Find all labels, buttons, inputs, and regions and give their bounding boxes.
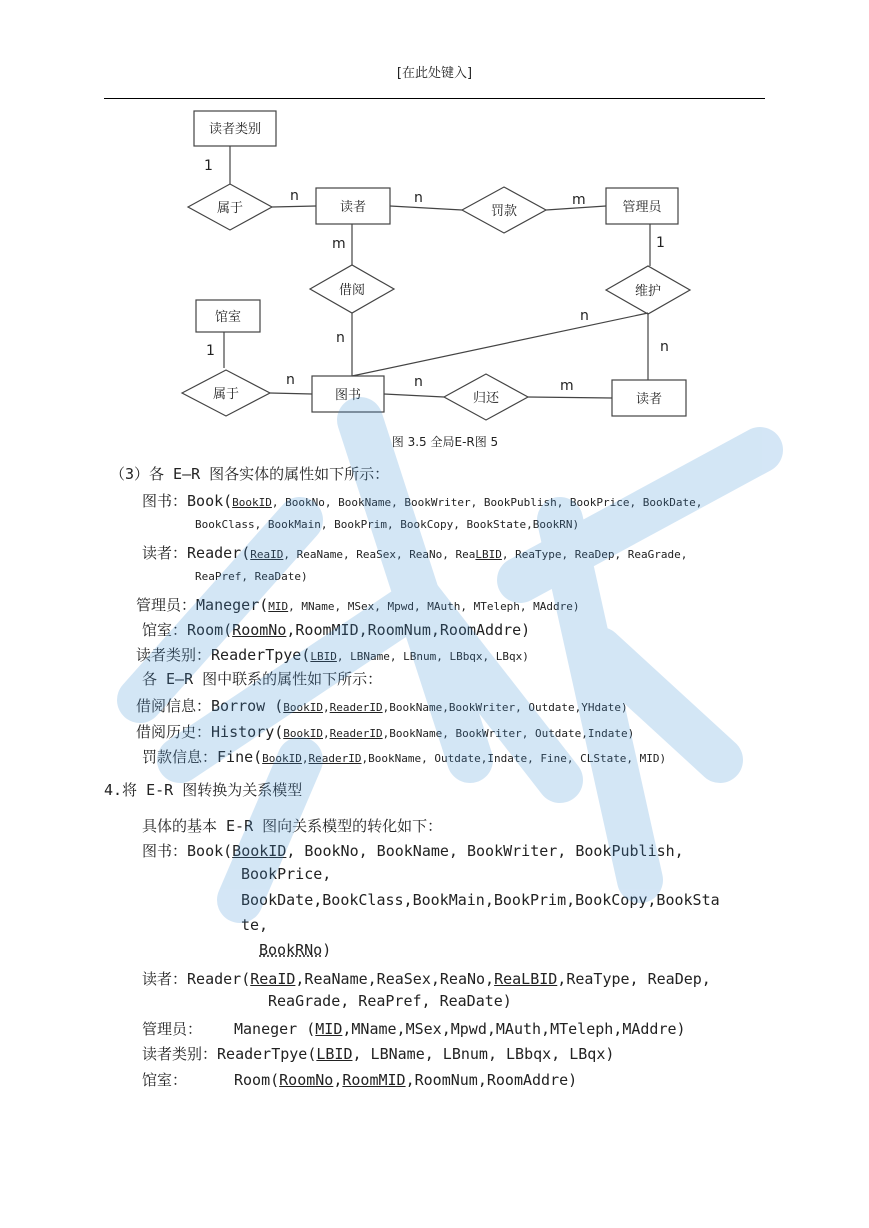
s4-book-line4: te, xyxy=(241,916,269,934)
rel-belongs-top-label: 属于 xyxy=(216,201,244,216)
s3-reader: 读者：Reader(ReaID, ReaName, ReaSex, ReaNo, ReaLBID, ReaType, ReaDep, ReaGrade, xyxy=(142,544,688,562)
s3-borrow: 借阅信息：Borrow (BookID,ReaderID,BookName,BookWriter, Outdate,YHdate) xyxy=(136,697,628,715)
s3-book: 图书：Book(BookID, BookNo, BookName, BookWriter, BookPublish, BookPrice, BookDate, xyxy=(142,492,703,510)
s3-rel-title: 各 E—R 图中联系的属性如下所示： xyxy=(142,670,383,688)
s3-reader-cont: ReaPref, ReaDate) xyxy=(195,570,308,583)
entity-book-label: 图书 xyxy=(334,388,362,403)
s4-reader-line2: ReaGrade, ReaPref, ReaDate) xyxy=(268,992,512,1010)
card-11: n xyxy=(286,372,295,388)
s3-rtype: 读者类别：ReaderTpye(LBID, LBName, LBnum, LBbqx, LBqx) xyxy=(136,646,529,664)
s4-admin: 管理员： Maneger (MID,MName,MSex,Mpwd,MAuth,MTeleph,MAddre) xyxy=(142,1020,686,1038)
entity-reader-type-label: 读者类别 xyxy=(208,122,262,137)
s4-book-line5: BookRNo) xyxy=(259,941,332,959)
s4-book: 图书：Book(BookID, BookNo, BookName, BookWriter, BookPublish, xyxy=(142,842,684,860)
s3-admin: 管理员：Maneger(MID, MName, MSex, Mpwd, MAuth, MTeleph, MAddre) xyxy=(136,596,580,614)
card-6: 1 xyxy=(656,235,665,251)
rel-borrow-label: 借阅 xyxy=(338,283,366,298)
header-rule xyxy=(104,98,765,99)
s4-reader: 读者：Reader(ReaID,ReaName,ReaSex,ReaNo,ReaLBID,ReaType, ReaDep, xyxy=(142,970,711,988)
entity-reader-bottom-label: 读者 xyxy=(635,392,663,407)
card-8: n xyxy=(580,308,589,324)
s3-book-cont: BookClass, BookMain, BookPrim, BookCopy, BookState,BookRN) xyxy=(195,518,580,531)
section3-title: （3）各 E—R 图各实体的属性如下所示： xyxy=(110,465,390,483)
s3-hall: 馆室：Room(RoomNo,RoomMID,RoomNum,RoomAddre) xyxy=(142,621,531,639)
er-diagram xyxy=(178,108,718,458)
entity-reader-top-label: 读者 xyxy=(339,200,367,215)
s4-book-line3: BookDate,BookClass,BookMain,BookPrim,BookCopy,BookSta xyxy=(241,891,720,909)
card-13: n xyxy=(414,374,423,390)
rel-return-label: 归还 xyxy=(472,391,500,406)
card-1: 1 xyxy=(204,158,213,174)
card-12: m xyxy=(560,378,574,394)
rel-maintain-label: 维护 xyxy=(634,284,662,299)
card-5: m xyxy=(572,192,586,208)
card-10: n xyxy=(660,339,669,355)
s3-book-key: BookID xyxy=(232,496,272,509)
card-4: m xyxy=(332,236,346,252)
card-2: n xyxy=(290,188,299,204)
s4-rtype: 读者类别：ReaderTpye(LBID, LBName, LBnum, LBbqx, LBqx) xyxy=(142,1045,615,1063)
card-9: n xyxy=(336,330,345,346)
card-3: n xyxy=(414,190,423,206)
s3-fine: 罚款信息：Fine(BookID,ReaderID,BookName, Outdate,Indate, Fine, CLState, MID) xyxy=(142,748,667,766)
page-header: [在此处键入] xyxy=(396,66,473,81)
s3-book-label: 图书： xyxy=(142,492,188,510)
s4-intro: 具体的基本 E-R 图向关系模型的转化如下： xyxy=(142,817,443,835)
s4-book-line2: BookPrice, xyxy=(241,865,332,883)
section4-title: 4.将 E-R 图转换为关系模型 xyxy=(104,781,303,799)
rel-belongs-bottom-label: 属于 xyxy=(212,387,240,402)
rel-fine-label: 罚款 xyxy=(490,204,518,219)
s4-hall: 馆室： Room(RoomNo,RoomMID,RoomNum,RoomAddre) xyxy=(142,1071,578,1089)
card-7: 1 xyxy=(206,343,215,359)
entity-admin-label: 管理员 xyxy=(622,200,662,215)
figure-caption: 图 3.5 全局E-R图 5 xyxy=(391,435,499,449)
s3-history: 借阅历史：History(BookID,ReaderID,BookName, BookWriter, Outdate,Indate) xyxy=(136,723,635,741)
entity-hall-label: 馆室 xyxy=(214,310,242,325)
